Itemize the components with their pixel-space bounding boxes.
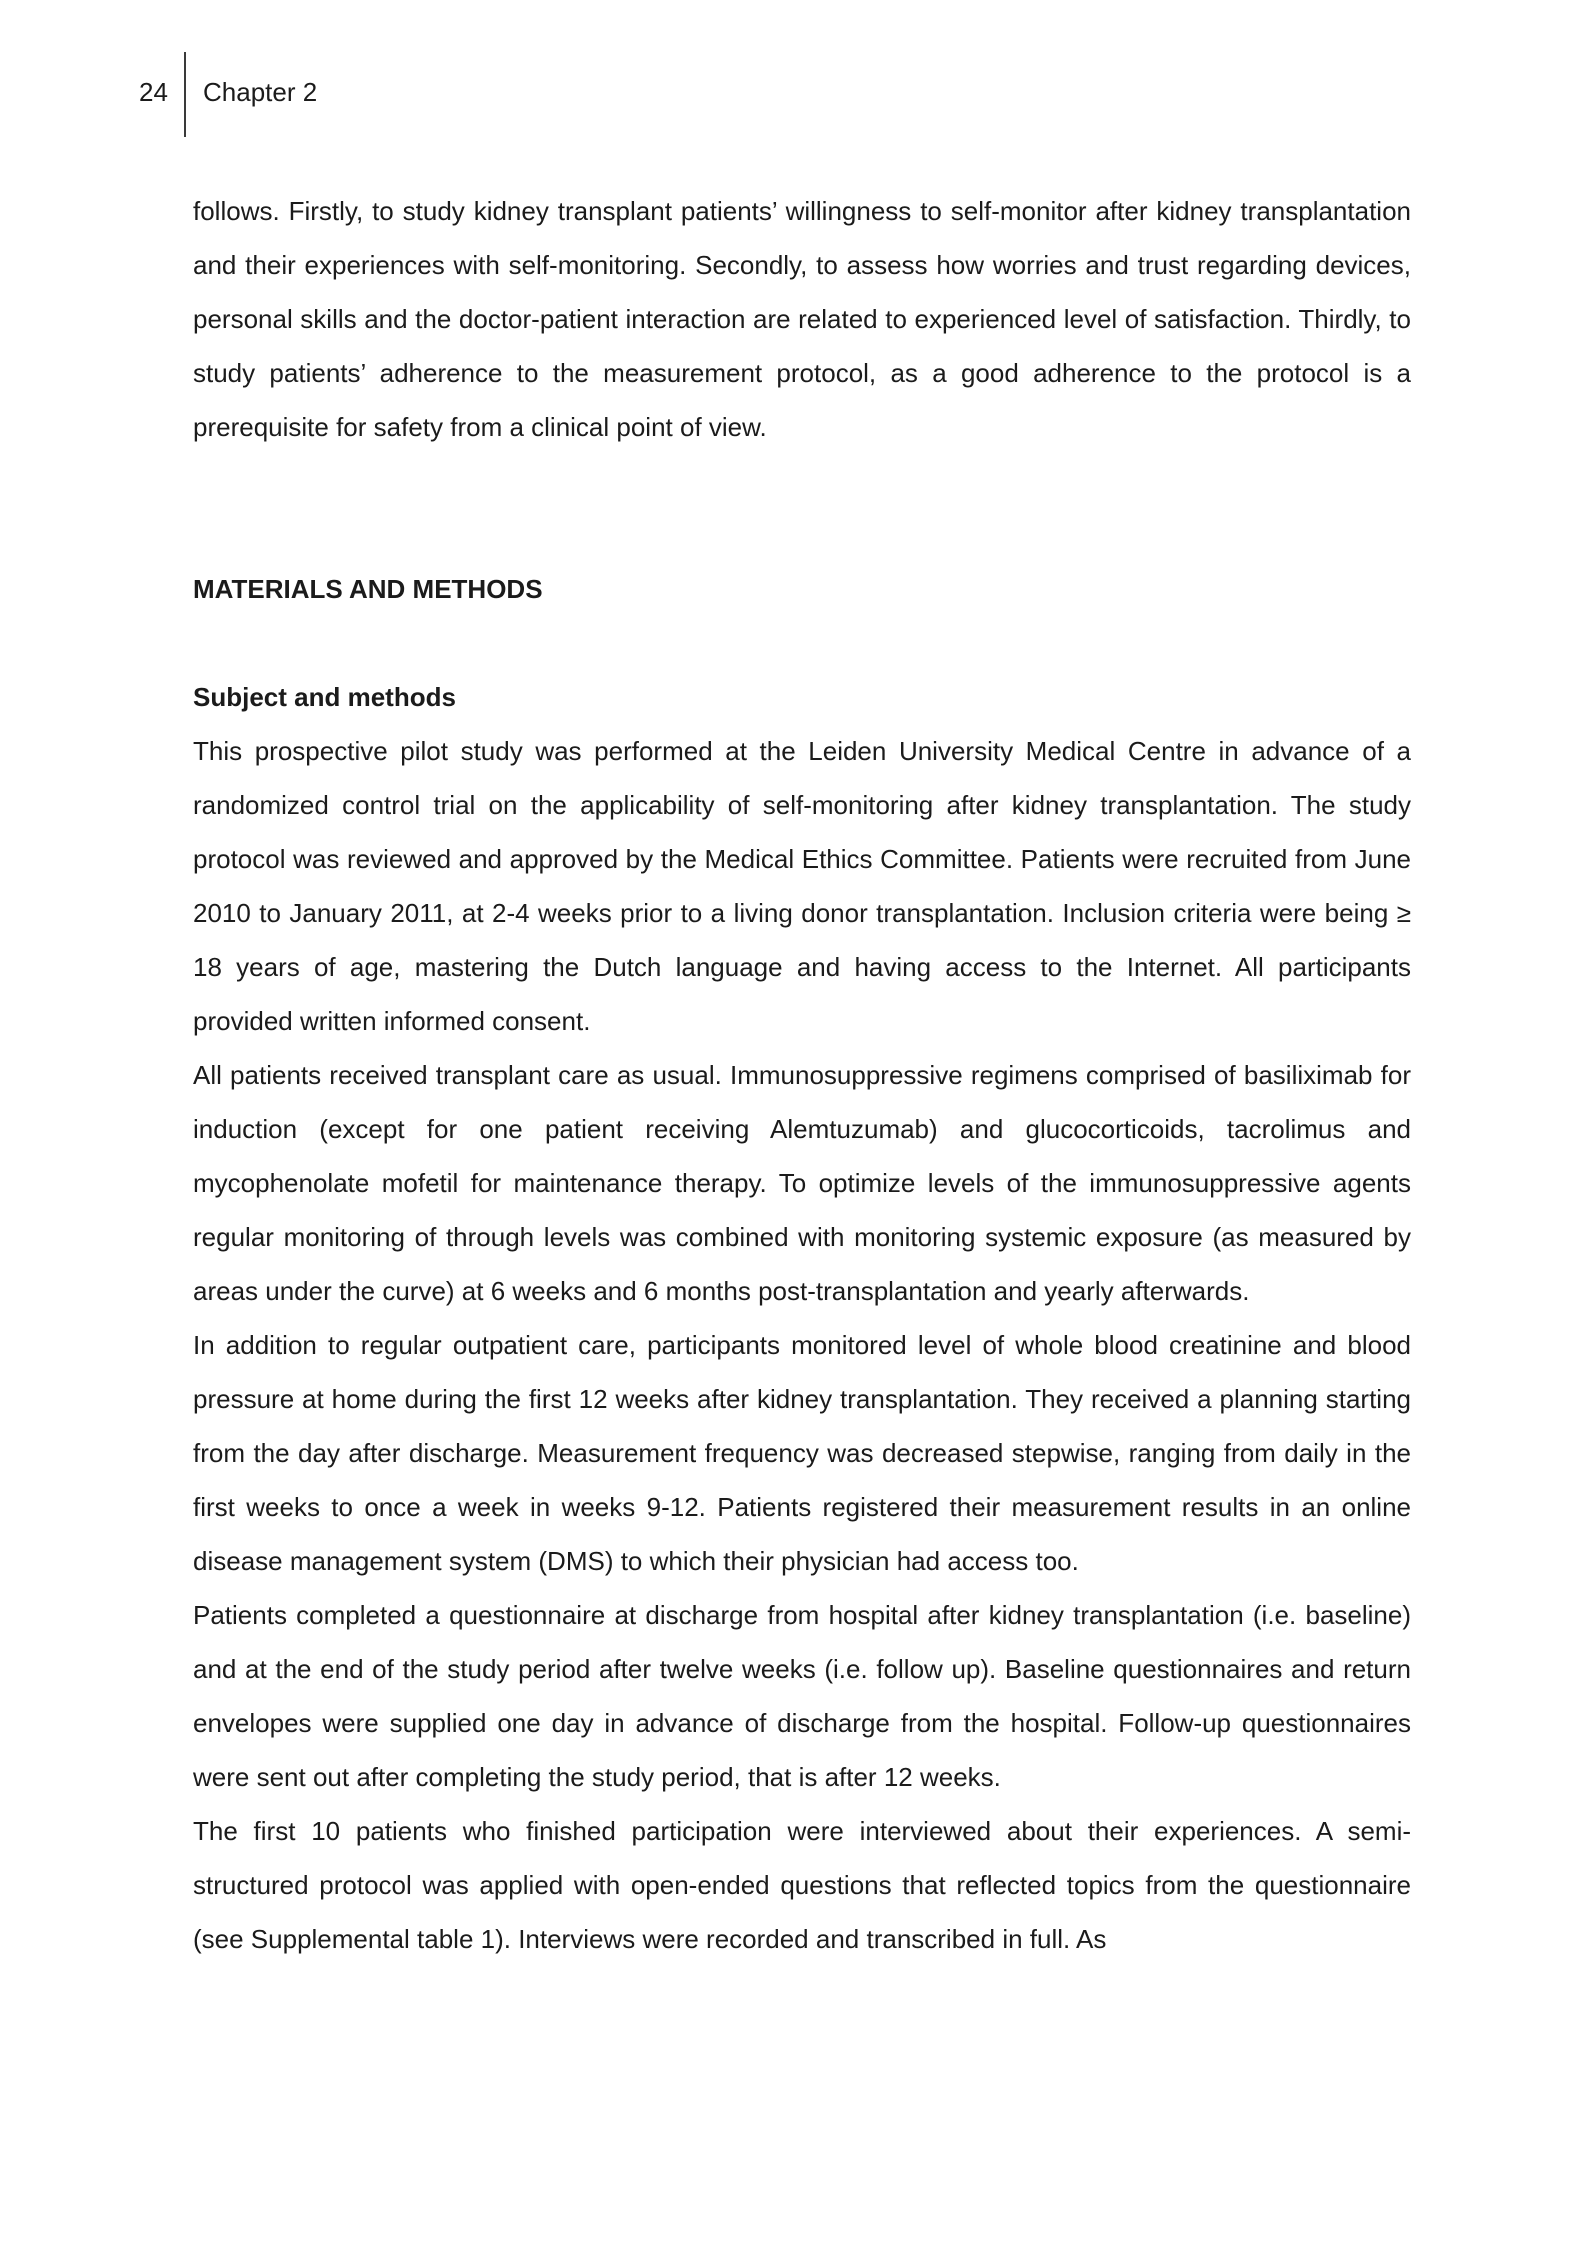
intro-paragraph: follows. Firstly, to study kidney transplant patients’ willingness to self-monitor after kidney transplantation and their experiences with self-monitoring. Secondly, to assess how worries and trust regarding devices, personal skills and the doctor-patient interaction are related to experienced level of satisfaction. Thirdly, to study patients’ adherence to the measurement protocol, as a good adherence to the protocol is a prerequisite for safety from a clinical point of view. bbox=[193, 196, 1411, 442]
body-paragraph: In addition to regular outpatient care, participants monitored level of whole blood creatinine and blood pressure at home during the first 12 weeks after kidney transplantation. They received a planning starting from the day after discharge. Measurement frequency was decreased stepwise, ranging from daily in the first weeks to once a week in weeks 9-12. Patients registered their measurement results in an online disease management system (DMS) to which their physician had access too. bbox=[193, 1330, 1411, 1576]
body-text bbox=[193, 184, 1411, 1966]
section-heading: MATERIALS AND METHODS bbox=[193, 574, 543, 604]
body-paragraph: The first 10 patients who finished participation were interviewed about their experiences. A semi-structured protocol was applied with open-ended questions that reflected topics from the questionnaire (see Supplemental table 1). Interviews were recorded and transcribed in full. As bbox=[193, 1816, 1411, 1954]
body-paragraph: Patients completed a questionnaire at discharge from hospital after kidney transplantation (i.e. baseline) and at the end of the study period after twelve weeks (i.e. follow up). Baseline questionnaires and return envelopes were supplied one day in advance of discharge from the hospital. Follow-up questionnaires were sent out after completing the study period, that is after 12 weeks. bbox=[193, 1600, 1411, 1792]
chapter-label: Chapter 2 bbox=[203, 77, 318, 107]
running-header bbox=[0, 0, 1594, 140]
body-paragraph: All patients received transplant care as usual. Immunosuppressive regimens comprised of basiliximab for induction (except for one patient receiving Alemtuzumab) and glucocorticoids, tacrolimus and mycophenolate mofetil for maintenance therapy. To optimize levels of the immunosuppressive agents regular monitoring of through levels was combined with monitoring systemic exposure (as measured by areas under the curve) at 6 weeks and 6 months post-transplantation and yearly afterwards. bbox=[193, 1060, 1411, 1306]
header-divider bbox=[184, 52, 186, 137]
page-number: 24 bbox=[139, 77, 168, 107]
body-paragraph: This prospective pilot study was performed at the Leiden University Medical Centre in advance of a randomized control trial on the applicability of self-monitoring after kidney transplantation. The study protocol was reviewed and approved by the Medical Ethics Committee. Patients were recruited from June 2010 to January 2011, at 2-4 weeks prior to a living donor transplantation. Inclusion criteria were being ≥ 18 years of age, mastering the Dutch language and having access to the Internet. All participants provided written informed consent. bbox=[193, 736, 1411, 1036]
subsection-heading: Subject and methods bbox=[193, 682, 456, 712]
